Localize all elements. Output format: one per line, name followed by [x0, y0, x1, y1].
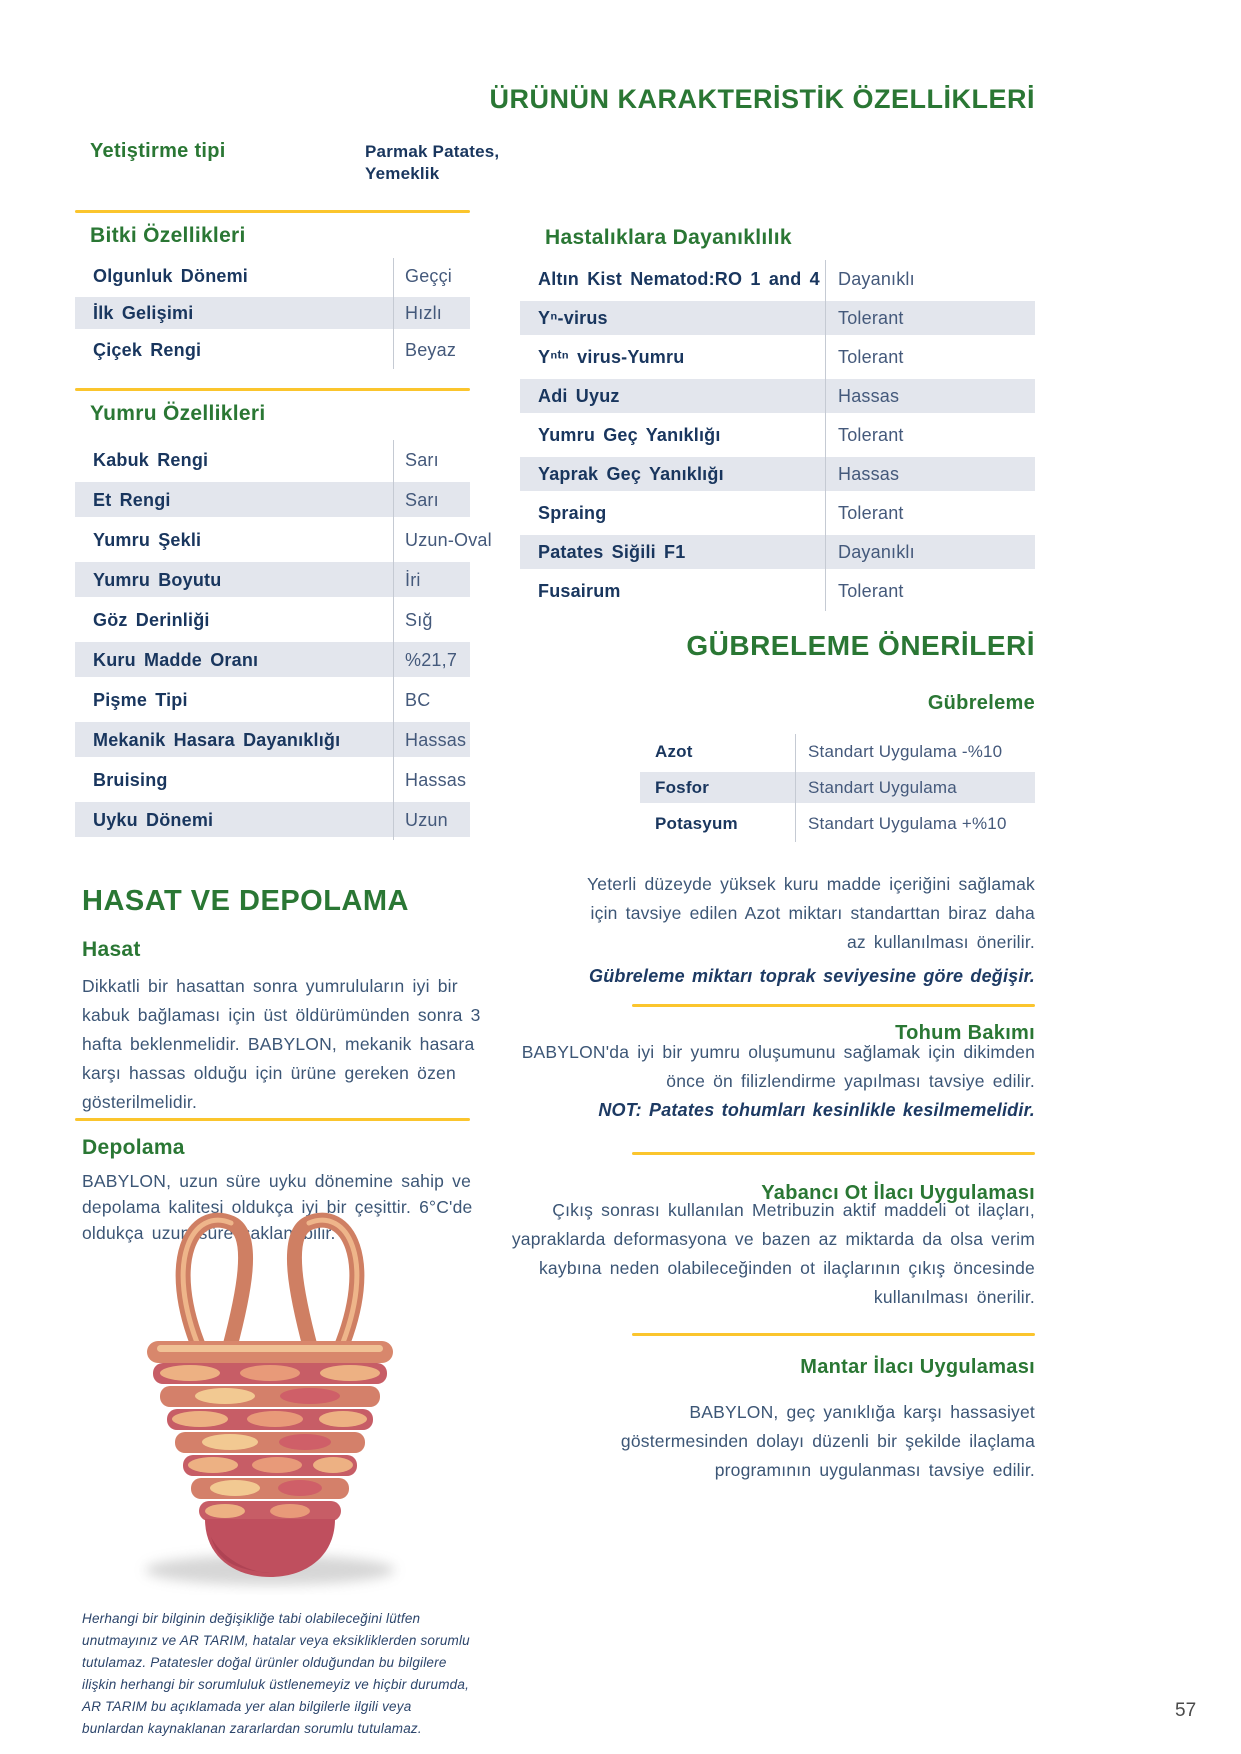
fertilization-subheading: Gübreleme — [927, 692, 1035, 714]
yellow-divider — [632, 1152, 1035, 1155]
seed-care-note: NOT: Patates tohumları kesinlikle kesilmemelidir. — [598, 1100, 1035, 1120]
table-row — [520, 416, 1035, 455]
seed-care-paragraph: BABYLON'da iyi bir yumru oluşumunu sağlamak için dikimden önce ön filizlendirme yapılması tavsiye edilir. — [521, 1042, 1035, 1091]
yellow-divider — [75, 210, 470, 213]
table-row — [520, 533, 1035, 572]
row-value: Standart Uygulama — [808, 778, 957, 797]
plant-properties-heading: Bitki Özellikleri — [90, 224, 246, 247]
row-value: Uzun — [405, 809, 448, 830]
row-label: Bruising — [93, 769, 168, 790]
row-label: Yaprak Geç Yanıklığı — [538, 464, 724, 484]
row-label: Yⁿᵗⁿ virus-Yumru — [538, 347, 685, 367]
row-label: Spraing — [538, 503, 607, 523]
row-value: Hassas — [405, 769, 467, 790]
table-row — [75, 440, 470, 480]
row-label: Yⁿ-virus — [538, 308, 608, 328]
row-label: Fusairum — [538, 581, 621, 601]
row-value: İri — [405, 569, 421, 590]
row-value: %21,7 — [405, 649, 458, 670]
row-value: Tolerant — [838, 581, 904, 601]
row-value: Standart Uygulama -%10 — [808, 742, 1003, 761]
row-label: Altın Kist Nematod:RO 1 and 4 — [538, 269, 820, 289]
table-row — [520, 494, 1035, 533]
storage-heading: Depolama — [82, 1136, 185, 1159]
harvest-paragraph: Dikkatli bir hasattan sonra yumruluların iyi bir kabuk bağlaması için üst öldürümünden sonra 3 hafta beklenmelidir. BABYLON, mekanik hasara karşı hassas olduğu için ürüne gereken özen gösterilmelidir. — [82, 976, 481, 1112]
row-value: Sarı — [405, 489, 439, 510]
table-row — [520, 572, 1035, 611]
row-label: Çiçek Rengi — [93, 340, 202, 360]
row-label: Yumru Geç Yanıklığı — [538, 425, 721, 445]
disclaimer-text: Herhangi bir bilginin değişikliğe tabi olabileceğini lütfen unutmayınız ve AR TARIM, hatalar veya eksikliklerden sorumlu tutulamaz. Patatesler doğal ürünler olduğundan bu bilgilere ilişkin herhangi bir sorumluluk üstlenemeyiz ve hiçbir durumda, AR TARIM bu açıklamada yer alan bilgilerle ilgili veya bunlardan kaynaklanan zararlardan sorumlu tutulamaz. — [82, 1611, 470, 1736]
table-row — [640, 770, 1035, 806]
table-row — [520, 377, 1035, 416]
table-row — [75, 720, 470, 760]
table-row — [75, 520, 492, 560]
row-label: Adi Uyuz — [538, 386, 620, 406]
row-label: Et Rengi — [93, 489, 171, 510]
row-value: Hassas — [838, 386, 900, 406]
row-label: Pişme Tipi — [93, 689, 188, 710]
table-column-divider — [795, 734, 796, 842]
seed-care-heading: Tohum Bakımı — [895, 1022, 1035, 1044]
row-label: Azot — [655, 742, 693, 761]
row-value: Sarı — [405, 449, 439, 470]
table-row — [75, 600, 470, 640]
harvest-heading: Hasat — [82, 938, 141, 961]
herbicide-heading: Yabancı Ot İlacı Uygulaması — [761, 1182, 1035, 1204]
page-title: ÜRÜNÜN KARAKTERİSTİK ÖZELLİKLERİ — [489, 84, 1035, 114]
row-value: Tolerant — [838, 425, 904, 445]
row-label: Uyku Dönemi — [93, 809, 214, 830]
fungicide-paragraph: BABYLON, geç yanıklığa karşı hassasiyet göstermesinden dolayı düzenli bir şekilde ilaçlama programının uygulanması tavsiye edilir. — [620, 1402, 1035, 1480]
table-row — [75, 295, 470, 332]
fertilization-table — [640, 734, 1035, 842]
row-label: Patates Siğili F1 — [538, 542, 686, 562]
table-row — [75, 480, 470, 520]
yellow-divider — [75, 388, 470, 391]
row-label: Fosfor — [655, 778, 710, 797]
table-row — [520, 299, 1035, 338]
row-label: Yumru Şekli — [93, 529, 202, 550]
page-number: 57 — [1175, 1700, 1197, 1721]
growing-type-value-line1: Parmak Patates, — [365, 142, 500, 161]
table-row — [520, 338, 1035, 377]
row-value: Sığ — [405, 609, 433, 630]
table-column-divider — [393, 440, 394, 840]
potato-basket-image — [105, 1165, 435, 1595]
row-label: Yumru Boyutu — [93, 569, 222, 590]
table-row — [75, 258, 470, 295]
row-value: Geççi — [405, 266, 453, 286]
disease-resistance-heading: Hastalıklara Dayanıklılık — [545, 226, 792, 249]
fertilization-note-bold: Gübreleme miktarı toprak seviyesine göre değişir. — [589, 966, 1035, 986]
row-value: Uzun-Oval — [405, 529, 492, 550]
tuber-properties-table — [75, 440, 492, 840]
row-label: Olgunluk Dönemi — [93, 266, 249, 286]
table-row — [75, 560, 470, 600]
table-row — [75, 800, 470, 840]
row-label: İlk Gelişimi — [93, 303, 194, 323]
row-value: Dayanıklı — [838, 269, 915, 289]
table-row — [75, 332, 470, 369]
storage-paragraph: BABYLON, uzun süre uyku dönemine sahip ve depolama kalitesi oldukça iyi bir çeşittir. 6°C'de oldukça uzun süre saklanabilir. — [82, 1171, 473, 1243]
table-column-divider — [393, 258, 394, 369]
growing-type-value — [365, 141, 499, 185]
yellow-divider — [75, 1118, 470, 1121]
table-column-divider — [825, 260, 826, 611]
row-value: Tolerant — [838, 347, 904, 367]
plant-properties-table — [75, 258, 470, 369]
row-label: Göz Derinliği — [93, 609, 210, 630]
row-value: Hızlı — [405, 303, 442, 323]
yellow-divider — [632, 1004, 1035, 1007]
tuber-properties-heading: Yumru Özellikleri — [90, 402, 266, 425]
row-value: Standart Uygulama +%10 — [808, 814, 1007, 833]
yellow-divider — [632, 1333, 1035, 1336]
table-row — [520, 455, 1035, 494]
table-row — [640, 806, 1035, 842]
growing-type-value-line2: Yemeklik — [365, 164, 440, 183]
disease-resistance-table — [520, 260, 1035, 611]
row-label: Kabuk Rengi — [93, 449, 209, 470]
herbicide-paragraph: Çıkış sonrası kullanılan Metribuzin aktif maddeli ot ilaçları, yapraklarda deformasyona ve bazen az miktarda da olsa verim kaybına neden olabileceğinden ot ilaçlarının çıkış öncesinde kullanılması önerilir. — [511, 1200, 1035, 1307]
row-value: Beyaz — [405, 340, 457, 360]
table-row — [640, 734, 1035, 770]
table-row — [75, 680, 470, 720]
growing-type-label: Yetiştirme tipi — [90, 140, 226, 162]
harvest-storage-heading: HASAT VE DEPOLAMA — [82, 885, 409, 917]
table-row — [520, 260, 1035, 299]
row-label: Kuru Madde Oranı — [93, 649, 259, 670]
row-value: Hassas — [405, 729, 467, 750]
table-row — [75, 640, 470, 680]
row-label: Mekanik Hasara Dayanıklığı — [93, 729, 341, 750]
row-value: Hassas — [838, 464, 900, 484]
row-value: Tolerant — [838, 308, 904, 328]
row-value: BC — [405, 689, 431, 710]
table-row — [75, 760, 470, 800]
fungicide-heading: Mantar İlacı Uygulaması — [800, 1356, 1035, 1378]
row-label: Potasyum — [655, 814, 738, 833]
row-value: Dayanıklı — [838, 542, 915, 562]
row-value: Tolerant — [838, 503, 904, 523]
fertilization-note-paragraph: Yeterli düzeyde yüksek kuru madde içeriğini sağlamak için tavsiye edilen Azot miktarı standarttan biraz daha az kullanılması önerilir. — [587, 874, 1035, 952]
fertilization-heading: GÜBRELEME ÖNERİLERİ — [686, 630, 1035, 661]
